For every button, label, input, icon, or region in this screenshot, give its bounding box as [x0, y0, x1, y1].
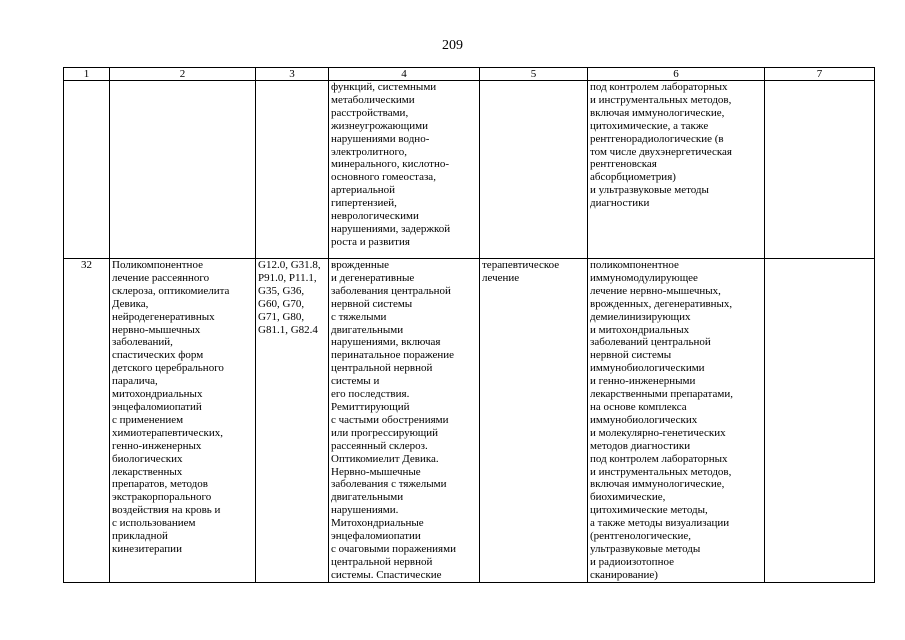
cell-line: детского церебрального	[112, 362, 224, 375]
cell-line: P91.0, P11.1,	[258, 271, 317, 284]
cell-line: расстройствами,	[331, 106, 409, 119]
cell-line: врожденные	[331, 259, 390, 271]
cell-line: рентгеновская	[590, 158, 657, 171]
cell-line: и генно-инженерными	[590, 375, 696, 388]
cell-line: Митохондриальные	[331, 517, 424, 530]
column-header: 6	[588, 68, 765, 81]
row-number	[64, 81, 110, 259]
cell-line: лекарственными препаратами,	[590, 388, 733, 401]
cell-line: и ультразвуковые методы	[590, 184, 709, 197]
cell-line: энцефаломиопатии	[331, 530, 421, 543]
cell-line: нарушениями.	[331, 504, 399, 517]
cell-line: гипертензией,	[331, 197, 397, 210]
cell-line: артериальной	[331, 184, 396, 197]
cell-line: заболевания с тяжелыми	[331, 478, 447, 491]
cell-line: Поликомпонентное	[112, 259, 203, 271]
cell-line: паралича,	[112, 375, 158, 388]
cell-line: иммуномодулирующее	[590, 271, 698, 284]
cell-line: включая иммунологические,	[590, 478, 725, 491]
cell-line: с использованием	[112, 517, 196, 530]
cell-line: и дегенеративные	[331, 271, 415, 284]
cell-line: прикладной	[112, 530, 168, 543]
cell-line: иммунобиологических	[590, 413, 698, 426]
cell-line: G12.0, G31.8,	[258, 259, 321, 271]
cell-line: G81.1, G82.4	[258, 323, 318, 336]
treatment-profile-cell	[110, 259, 256, 583]
cell-line: биохимические,	[590, 491, 666, 504]
patient-model-cell	[329, 259, 480, 583]
column-7-cell	[765, 259, 875, 583]
cell-line: двигательными	[331, 491, 404, 504]
cell-line: терапевтическое	[482, 259, 560, 271]
cell-line: заболевания центральной	[331, 284, 451, 297]
cell-line: демиелинизирующих	[590, 310, 691, 323]
cell-line: G35, G36,	[258, 284, 305, 297]
cell-line: препаратов, методов	[112, 478, 208, 491]
cell-line: митохондриальных	[112, 388, 203, 401]
cell-line: лечение	[482, 271, 520, 284]
column-header: 1	[64, 68, 110, 81]
cell-line: биологических	[112, 452, 183, 465]
cell-line: и инструментальных методов,	[590, 93, 732, 106]
cell-line: ультразвуковые методы	[590, 542, 701, 555]
treatment-type-cell	[480, 259, 588, 583]
cell-line: с очаговыми поражениями	[331, 542, 456, 555]
cell-line: функций, системными	[331, 81, 437, 93]
cell-line: под контролем лабораторных	[590, 452, 728, 465]
cell-line: с тяжелыми	[331, 310, 387, 323]
cell-line: диагностики	[590, 197, 650, 210]
cell-line: том числе двухэнергетическая	[590, 145, 732, 158]
page-number: 209	[442, 38, 463, 53]
cell-line: нервно-мышечных	[112, 323, 201, 336]
treatment-method-cell	[588, 259, 765, 583]
cell-line: а также методы визуализации	[590, 517, 730, 530]
cell-line: заболеваний,	[112, 336, 173, 349]
cell-line: и инструментальных методов,	[590, 465, 732, 478]
cell-line: лечение нервно-мышечных,	[590, 284, 721, 297]
cell-line: G71, G80,	[258, 310, 305, 323]
column-header: 3	[256, 68, 329, 81]
cell-line: сканирование)	[590, 568, 658, 581]
cell-line: спастических форм	[112, 349, 204, 362]
cell-line: химиотерапевтических,	[112, 426, 223, 439]
cell-line: нервной системы	[590, 349, 672, 362]
cell-line: Ремиттирующий	[331, 400, 410, 413]
cell-line: перинатальное поражение	[331, 349, 454, 362]
cell-line: центральной нервной	[331, 555, 433, 568]
cell-line: лекарственных	[112, 465, 183, 478]
cell-line: и митохондриальных	[590, 323, 690, 336]
cell-line: воздействия на кровь и	[112, 504, 221, 517]
column-header: 5	[480, 68, 588, 81]
cell-line: лечение рассеянного	[112, 271, 210, 284]
cell-line: жизнеугрожающими	[331, 119, 428, 132]
cell-line: неврологическими	[331, 210, 419, 223]
cell-line: нарушениями водно-	[331, 132, 430, 145]
cell-line: на основе комплекса	[590, 400, 687, 413]
cell-line: рентгенорадиологические (в	[590, 132, 724, 145]
cell-line: центральной нервной	[331, 362, 433, 375]
cell-line: цитохимические, а также	[590, 119, 709, 132]
cell-line: заболеваний центральной	[590, 336, 711, 349]
cell-line: экстракорпорального	[112, 491, 212, 504]
cell-line: поликомпонентное	[590, 259, 679, 271]
cell-line: электролитного,	[331, 145, 407, 158]
patient-model-cell	[329, 81, 480, 259]
cell-line: G60, G70,	[258, 297, 305, 310]
cell-line: энцефаломиопатий	[112, 400, 202, 413]
cell-line: иммунобиологическими	[590, 362, 705, 375]
cell-line: абсорбциометрия)	[590, 171, 676, 184]
cell-line: с частыми обострениями	[331, 413, 449, 426]
services-table	[63, 67, 875, 583]
cell-line: и радиоизотопное	[590, 555, 674, 568]
cell-line: рассеянный склероз.	[331, 439, 428, 452]
cell-line: или прогрессирующий	[331, 426, 439, 439]
cell-line: системы. Спастические	[331, 568, 442, 581]
icd-codes-cell	[256, 259, 329, 583]
cell-line: нарушениями, задержкой	[331, 222, 451, 235]
cell-line: нарушениями, включая	[331, 336, 441, 349]
icd-codes-cell	[256, 81, 329, 259]
cell-line: Оптикомиелит Девика.	[331, 452, 439, 465]
cell-line: под контролем лабораторных	[590, 81, 728, 93]
cell-line: врожденных, дегенеративных,	[590, 297, 733, 310]
cell-line: двигательными	[331, 323, 404, 336]
cell-line: Нервно-мышечные	[331, 465, 421, 478]
cell-line: нейродегенеративных	[112, 310, 215, 323]
cell-line: нервной системы	[331, 297, 413, 310]
column-number-row	[64, 68, 875, 81]
cell-line: роста и развития	[331, 235, 410, 248]
column-7-cell	[765, 81, 875, 259]
cell-line: методов диагностики	[590, 439, 691, 452]
treatment-method-cell	[588, 81, 765, 259]
cell-line: цитохимические методы,	[590, 504, 708, 517]
column-header: 2	[110, 68, 256, 81]
table-row-32	[64, 259, 875, 583]
cell-line: генно-инженерных	[112, 439, 202, 452]
cell-line: склероза, оптикомиелита	[112, 284, 230, 297]
cell-line: с применением	[112, 413, 184, 426]
cell-line: его последствия.	[331, 388, 410, 401]
cell-line: основного гомеостаза,	[331, 171, 436, 184]
cell-line: включая иммунологические,	[590, 106, 725, 119]
cell-line: минерального, кислотно-	[331, 158, 450, 171]
cell-line: кинезитерапии	[112, 542, 182, 555]
cell-line: системы и	[331, 375, 380, 388]
column-header: 7	[765, 68, 875, 81]
cell-line: метаболическими	[331, 93, 415, 106]
row-number: 32	[64, 259, 110, 583]
cell-line: (рентгенологические,	[590, 530, 692, 543]
treatment-profile-cell	[110, 81, 256, 259]
column-header: 4	[329, 68, 480, 81]
table-row-continuation	[64, 81, 875, 259]
cell-line: Девика,	[112, 297, 149, 310]
treatment-type-cell	[480, 81, 588, 259]
cell-line: и молекулярно-генетических	[590, 426, 726, 439]
